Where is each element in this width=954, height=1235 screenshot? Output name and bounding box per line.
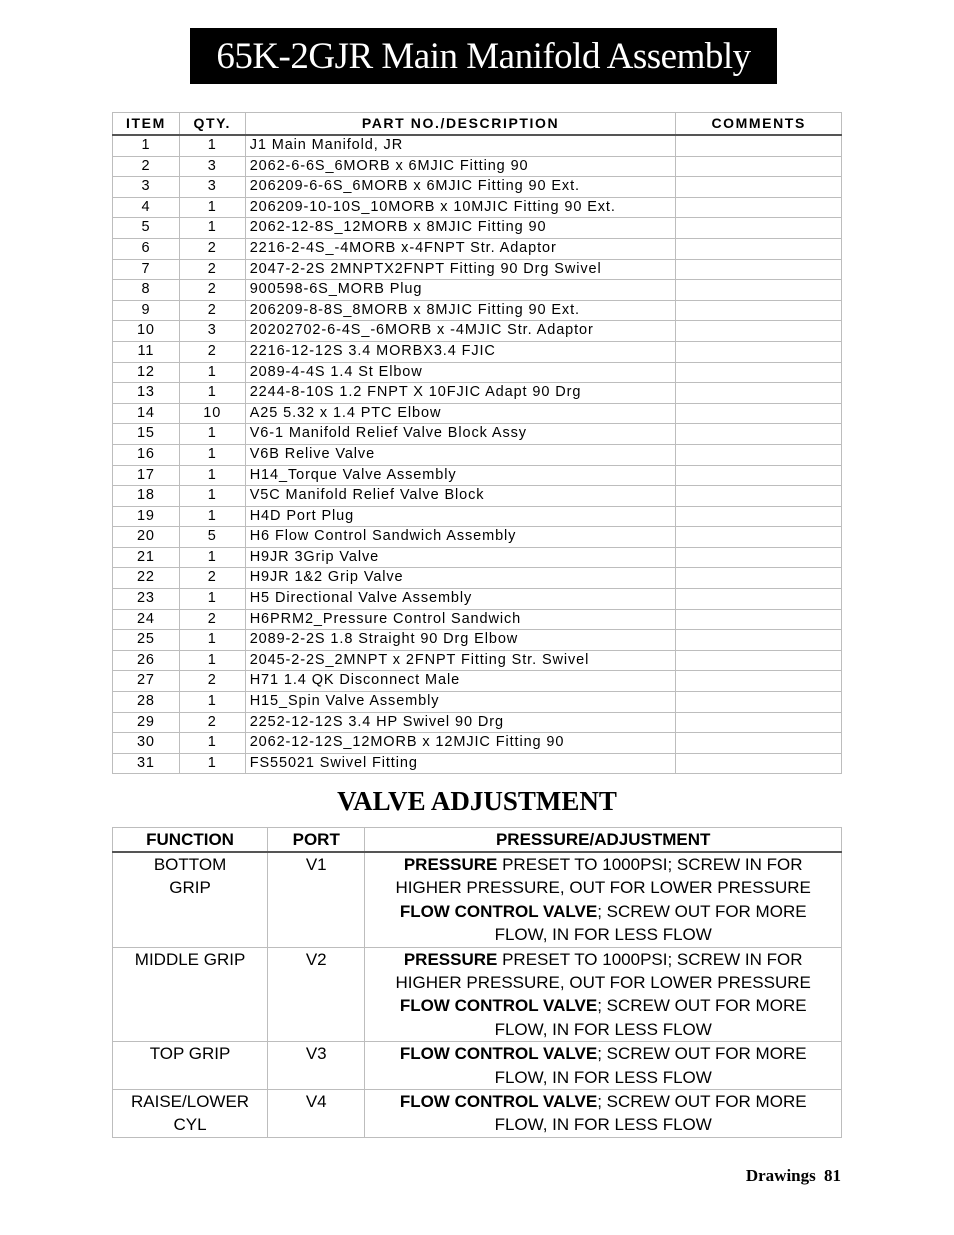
page-footer	[742, 1166, 841, 1186]
comments-cell	[676, 465, 842, 486]
function-cell: MIDDLE GRIP	[113, 947, 268, 1042]
page-number: 81	[824, 1166, 841, 1185]
item-cell: 14	[113, 403, 180, 424]
adjustment-keyword: FLOW CONTROL VALVE	[399, 1044, 598, 1064]
description-cell: 2252-12-12S 3.4 HP Swivel 90 Drg	[245, 712, 676, 733]
qty-cell: 1	[179, 424, 245, 445]
table-row	[113, 630, 842, 651]
qty-cell: 2	[179, 259, 245, 280]
adjustment-text: PRESET TO 1000PSI; SCREW IN FOR HIGHER PRESSURE, OUT FOR LOWER PRESSURE	[395, 949, 811, 993]
item-cell: 9	[113, 300, 180, 321]
comments-cell	[676, 341, 842, 362]
table-row	[113, 424, 842, 445]
description-cell: 2089-4-4S 1.4 St Elbow	[245, 362, 676, 383]
page-title: 65K-2GJR Main Manifold Assembly	[190, 28, 777, 84]
description-cell: H6PRM2_Pressure Control Sandwich	[245, 609, 676, 630]
description-cell: 2216-2-4S_-4MORB x-4FNPT Str. Adaptor	[245, 238, 676, 259]
adjustment-cell	[365, 1090, 842, 1138]
item-cell: 23	[113, 589, 180, 610]
comments-cell	[676, 156, 842, 177]
table-row	[113, 321, 842, 342]
port-cell: V3	[268, 1042, 365, 1090]
adjustment-keyword: PRESSURE	[403, 855, 498, 874]
description-cell: 2045-2-2S_2MNPT x 2FNPT Fitting Str. Swivel	[245, 650, 676, 671]
description-cell: H9JR 3Grip Valve	[245, 547, 676, 568]
item-cell: 21	[113, 547, 180, 568]
description-cell: H6 Flow Control Sandwich Assembly	[245, 527, 676, 548]
comments-cell	[676, 444, 842, 465]
qty-cell: 1	[179, 753, 245, 774]
description-cell: H15_Spin Valve Assembly	[245, 692, 676, 713]
description-cell: H4D Port Plug	[245, 506, 676, 527]
header-comments: COMMENTS	[676, 113, 842, 136]
item-cell: 13	[113, 383, 180, 404]
adjustment-line	[371, 948, 835, 995]
qty-cell: 2	[179, 341, 245, 362]
comments-cell	[676, 568, 842, 589]
port-cell: V4	[268, 1090, 365, 1138]
item-cell: 19	[113, 506, 180, 527]
comments-cell	[676, 630, 842, 651]
comments-cell	[676, 383, 842, 404]
description-cell: 2216-12-12S 3.4 MORBX3.4 FJIC	[245, 341, 676, 362]
table-row	[113, 383, 842, 404]
qty-cell: 2	[179, 609, 245, 630]
description-cell: 2062-6-6S_6MORB x 6MJIC Fitting 90	[245, 156, 676, 177]
description-cell: 2244-8-10S 1.2 FNPT X 10FJIC Adapt 90 Drg	[245, 383, 676, 404]
table-row	[113, 733, 842, 754]
item-cell: 10	[113, 321, 180, 342]
description-cell: FS55021 Swivel Fitting	[245, 753, 676, 774]
adjustment-keyword: FLOW CONTROL VALVE	[399, 1092, 598, 1112]
comments-cell	[676, 135, 842, 156]
comments-cell	[676, 424, 842, 445]
qty-cell: 1	[179, 135, 245, 156]
qty-cell: 1	[179, 197, 245, 218]
item-cell: 29	[113, 712, 180, 733]
adjustment-line	[371, 994, 835, 1041]
header-port: PORT	[268, 828, 365, 853]
table-row	[113, 527, 842, 548]
table-row	[113, 712, 842, 733]
comments-cell	[676, 238, 842, 259]
comments-cell	[676, 218, 842, 239]
item-cell: 15	[113, 424, 180, 445]
item-cell: 22	[113, 568, 180, 589]
item-cell: 11	[113, 341, 180, 362]
table-row	[113, 403, 842, 424]
valve-table-header	[113, 828, 842, 853]
adjustment-cell	[365, 1042, 842, 1090]
item-cell: 28	[113, 692, 180, 713]
qty-cell: 1	[179, 733, 245, 754]
qty-cell: 3	[179, 321, 245, 342]
header-qty: QTY.	[179, 113, 245, 136]
port-cell: V2	[268, 947, 365, 1042]
table-row	[113, 238, 842, 259]
header-pressure-adjustment: PRESSURE/ADJUSTMENT	[365, 828, 842, 853]
qty-cell: 5	[179, 527, 245, 548]
comments-cell	[676, 300, 842, 321]
parts-table-body	[113, 135, 842, 774]
table-row	[113, 362, 842, 383]
comments-cell	[676, 362, 842, 383]
table-row	[113, 753, 842, 774]
item-cell: 16	[113, 444, 180, 465]
valve-adjustment-title: VALVE ADJUSTMENT	[337, 786, 617, 816]
footer-section: Drawings	[745, 1166, 816, 1185]
qty-cell: 1	[179, 589, 245, 610]
item-cell: 5	[113, 218, 180, 239]
description-cell: J1 Main Manifold, JR	[245, 135, 676, 156]
function-cell: BOTTOM GRIP	[113, 852, 268, 947]
table-row	[113, 692, 842, 713]
comments-cell	[676, 733, 842, 754]
comments-cell	[676, 177, 842, 198]
item-cell: 30	[113, 733, 180, 754]
table-row	[113, 465, 842, 486]
qty-cell: 2	[179, 300, 245, 321]
table-row	[113, 259, 842, 280]
function-cell: RAISE/LOWER CYL	[113, 1090, 268, 1138]
comments-cell	[676, 197, 842, 218]
table-row	[113, 280, 842, 301]
item-cell: 17	[113, 465, 180, 486]
comments-cell	[676, 671, 842, 692]
table-row	[113, 156, 842, 177]
item-cell: 18	[113, 486, 180, 507]
item-cell: 12	[113, 362, 180, 383]
description-cell: 2047-2-2S 2MNPTX2FNPT Fitting 90 Drg Swivel	[245, 259, 676, 280]
adjustment-keyword: PRESSURE	[403, 949, 498, 969]
header-function: FUNCTION	[113, 828, 268, 853]
qty-cell: 1	[179, 486, 245, 507]
comments-cell	[676, 609, 842, 630]
item-cell: 4	[113, 197, 180, 218]
adjustment-line	[371, 900, 835, 947]
comments-cell	[676, 259, 842, 280]
description-cell: 900598-6S_MORB Plug	[245, 280, 676, 301]
adjustment-text: ; SCREW OUT FOR MORE FLOW, IN FOR LESS FLOW	[494, 996, 807, 1039]
item-cell: 31	[113, 753, 180, 774]
function-cell: TOP GRIP	[113, 1042, 268, 1090]
comments-cell	[676, 712, 842, 733]
description-cell: 20202702-6-4S_-6MORB x -4MJIC Str. Adaptor	[245, 321, 676, 342]
description-cell: H5 Directional Valve Assembly	[245, 589, 676, 610]
parts-table-header	[113, 113, 842, 136]
item-cell: 25	[113, 630, 180, 651]
qty-cell: 1	[179, 547, 245, 568]
table-row	[113, 486, 842, 507]
description-cell: V6-1 Manifold Relief Valve Block Assy	[245, 424, 676, 445]
description-cell: 2062-12-12S_12MORB x 12MJIC Fitting 90	[245, 733, 676, 754]
comments-cell	[676, 527, 842, 548]
header-description: PART NO./DESCRIPTION	[245, 113, 676, 136]
qty-cell: 2	[179, 238, 245, 259]
description-cell: 206209-8-8S_8MORB x 8MJIC Fitting 90 Ext.	[245, 300, 676, 321]
item-cell: 26	[113, 650, 180, 671]
item-cell: 2	[113, 156, 180, 177]
table-row	[113, 506, 842, 527]
description-cell: H14_Torque Valve Assembly	[245, 465, 676, 486]
qty-cell: 1	[179, 692, 245, 713]
description-cell: 206209-6-6S_6MORB x 6MJIC Fitting 90 Ext.	[245, 177, 676, 198]
qty-cell: 3	[179, 177, 245, 198]
comments-cell	[676, 753, 842, 774]
table-row	[113, 135, 842, 156]
item-cell: 24	[113, 609, 180, 630]
description-cell: V5C Manifold Relief Valve Block	[245, 486, 676, 507]
adjustment-text: ; SCREW OUT FOR MORE FLOW, IN FOR LESS FLOW	[494, 1092, 807, 1135]
comments-cell	[676, 650, 842, 671]
adjustment-line	[371, 1042, 835, 1089]
item-cell: 6	[113, 238, 180, 259]
comments-cell	[676, 486, 842, 507]
qty-cell: 3	[179, 156, 245, 177]
item-cell: 1	[113, 135, 180, 156]
comments-cell	[676, 280, 842, 301]
item-cell: 27	[113, 671, 180, 692]
qty-cell: 1	[179, 650, 245, 671]
table-row	[113, 852, 842, 947]
comments-cell	[676, 692, 842, 713]
item-cell: 3	[113, 177, 180, 198]
description-cell: A25 5.32 x 1.4 PTC Elbow	[245, 403, 676, 424]
qty-cell: 2	[179, 280, 245, 301]
table-row	[113, 341, 842, 362]
parts-table	[112, 112, 842, 774]
qty-cell: 2	[179, 568, 245, 589]
port-cell: V1	[268, 852, 365, 947]
header-item: ITEM	[113, 113, 180, 136]
item-cell: 8	[113, 280, 180, 301]
item-cell: 20	[113, 527, 180, 548]
description-cell: V6B Relive Valve	[245, 444, 676, 465]
adjustment-keyword: FLOW CONTROL VALVE	[399, 996, 598, 1016]
table-row	[113, 1042, 842, 1090]
comments-cell	[676, 321, 842, 342]
comments-cell	[676, 589, 842, 610]
adjustment-text: PRESET TO 1000PSI; SCREW IN FOR HIGHER PRESSURE, OUT FOR LOWER PRESSURE	[395, 855, 811, 898]
adjustment-line	[371, 853, 835, 900]
table-row	[113, 589, 842, 610]
qty-cell: 2	[179, 712, 245, 733]
table-row	[113, 547, 842, 568]
table-row	[113, 650, 842, 671]
qty-cell: 1	[179, 218, 245, 239]
table-row	[113, 218, 842, 239]
valve-adjustment-table	[112, 827, 842, 1138]
table-row	[113, 300, 842, 321]
adjustment-cell	[365, 947, 842, 1042]
table-row	[113, 197, 842, 218]
description-cell: H71 1.4 QK Disconnect Male	[245, 671, 676, 692]
qty-cell: 1	[179, 630, 245, 651]
table-row	[113, 671, 842, 692]
description-cell: 206209-10-10S_10MORB x 10MJIC Fitting 90 Ext.	[245, 197, 676, 218]
description-cell: H9JR 1&2 Grip Valve	[245, 568, 676, 589]
qty-cell: 1	[179, 465, 245, 486]
qty-cell: 2	[179, 671, 245, 692]
adjustment-cell	[365, 852, 842, 947]
adjustment-line	[371, 1090, 835, 1137]
qty-cell: 10	[179, 403, 245, 424]
table-row	[113, 568, 842, 589]
qty-cell: 1	[179, 444, 245, 465]
comments-cell	[676, 506, 842, 527]
description-cell: 2062-12-8S_12MORB x 8MJIC Fitting 90	[245, 218, 676, 239]
table-row	[113, 609, 842, 630]
table-row	[113, 947, 842, 1042]
table-row	[113, 1090, 842, 1138]
adjustment-text: ; SCREW OUT FOR MORE FLOW, IN FOR LESS FLOW	[494, 901, 807, 945]
qty-cell: 1	[179, 383, 245, 404]
adjustment-keyword: FLOW CONTROL VALVE	[399, 901, 598, 921]
qty-cell: 1	[179, 362, 245, 383]
item-cell: 7	[113, 259, 180, 280]
comments-cell	[676, 403, 842, 424]
adjustment-text: ; SCREW OUT FOR MORE FLOW, IN FOR LESS FLOW	[494, 1044, 807, 1087]
qty-cell: 1	[179, 506, 245, 527]
valve-table-body	[113, 852, 842, 1137]
comments-cell	[676, 547, 842, 568]
table-row	[113, 177, 842, 198]
table-row	[113, 444, 842, 465]
description-cell: 2089-2-2S 1.8 Straight 90 Drg Elbow	[245, 630, 676, 651]
